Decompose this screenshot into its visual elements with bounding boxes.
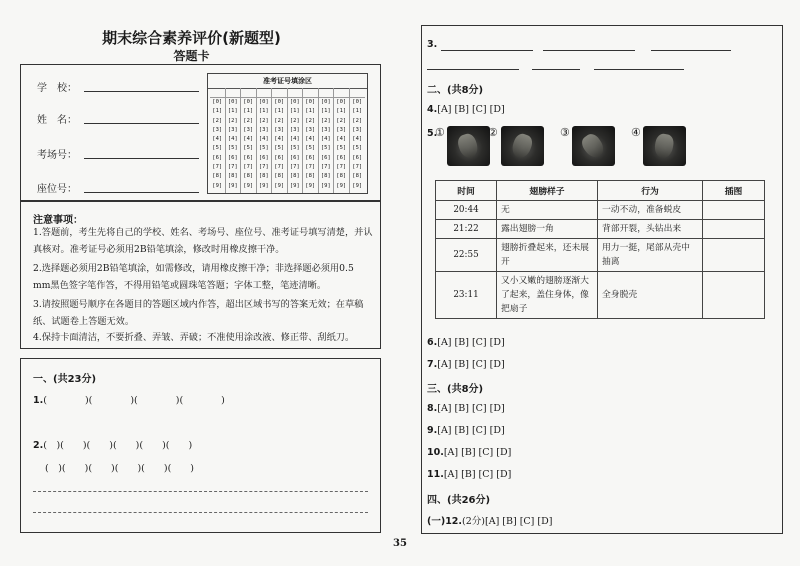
digit-bubble[interactable]: [0]	[336, 99, 347, 105]
q2-number: 2.	[33, 440, 44, 451]
q11-choices: [A] [B] [C] [D]	[443, 469, 512, 480]
q8-number: 8.	[427, 403, 438, 414]
exam-room-field[interactable]	[84, 158, 199, 159]
digit-bubble[interactable]: [6]	[227, 154, 238, 161]
digit-bubble[interactable]: [7]	[274, 164, 285, 171]
cell-wing: 无	[497, 201, 598, 220]
digit-bubble[interactable]: [0]	[258, 99, 269, 105]
cell-behavior: 一动不动，准备蜕皮	[598, 201, 703, 220]
q2-answer-row-1[interactable]	[33, 437, 192, 451]
q1-blanks: ( )( )( )( )	[43, 395, 225, 406]
q3-blank[interactable]	[651, 50, 731, 51]
cell-time: 20:44	[436, 201, 497, 220]
exam-number-column	[334, 88, 350, 193]
q3-blank[interactable]	[427, 69, 519, 70]
digit-bubble[interactable]: [6]	[258, 154, 269, 161]
q9-number: 9.	[427, 425, 438, 436]
digit-bubble[interactable]: [9]	[243, 182, 254, 189]
q6-choices: [A] [B] [C] [D]	[437, 337, 505, 348]
q3-blank[interactable]	[594, 69, 684, 70]
note-item-4: 4.保持卡面清洁，不要折叠、弄皱、弄破；不准使用涂改液、修正带、刮纸刀。	[33, 332, 355, 343]
digit-bubble[interactable]: [3]	[274, 126, 285, 133]
q2-answer-row-2[interactable]	[45, 460, 194, 474]
note-item-3: 3.请按照题号顺序在各题目的答题区域内作答，超出区域书写的答案无效；在草稿纸、试题卷上答题无效。	[33, 299, 364, 327]
q7-number: 7.	[427, 359, 438, 370]
digit-bubble[interactable]: [2]	[352, 117, 363, 124]
digit-bubble[interactable]: [2]	[289, 117, 300, 124]
digit-bubble[interactable]: [8]	[243, 173, 254, 180]
digit-bubble[interactable]: [2]	[274, 117, 285, 124]
digit-bubble[interactable]: [5]	[305, 145, 316, 152]
digit-bubble[interactable]: [9]	[320, 182, 331, 189]
digit-bubble[interactable]: [1]	[212, 108, 223, 115]
exam-number-column	[350, 88, 366, 193]
table-row	[436, 220, 765, 239]
digit-bubble[interactable]: [1]	[227, 108, 238, 115]
digit-bubble[interactable]: [3]	[320, 126, 331, 133]
cell-illustration[interactable]	[703, 201, 765, 220]
q1-number: 1.	[33, 395, 44, 406]
header-illustration: 插图	[703, 181, 765, 201]
page-number: 35	[393, 538, 407, 549]
q12-options[interactable]	[427, 513, 552, 527]
digit-bubble[interactable]: [4]	[352, 136, 363, 143]
note-item-2: 2.选择题必须用2B铅笔填涂，如需修改，请用橡皮擦干净；非选择题必须用0.5 mm黑色签字笔作答，不得用铅笔或圆珠笔答题；字体工整，笔迹清晰。	[33, 263, 354, 291]
digit-bubble[interactable]: [3]	[289, 126, 300, 133]
q6-options[interactable]	[427, 337, 505, 348]
molting-observation-table	[435, 180, 765, 319]
cell-wing: 露出翅膀一角	[497, 220, 598, 239]
exam-room-label: 考场号：	[37, 150, 77, 161]
q4-choices: [A] [B] [C] [D]	[437, 104, 505, 115]
digit-bubble[interactable]: [7]	[289, 164, 300, 171]
notes-heading: 注意事项：	[33, 215, 83, 226]
digit-bubble[interactable]: [1]	[352, 108, 363, 115]
q7-options[interactable]	[427, 359, 505, 370]
q11-options[interactable]	[427, 469, 511, 480]
digit-write-cell[interactable]	[210, 88, 225, 98]
header-behavior: 行为	[598, 181, 703, 201]
digit-bubble[interactable]: [6]	[274, 154, 285, 161]
section-one-heading: 一、(共23分)	[33, 374, 97, 385]
digit-bubble[interactable]: [2]	[305, 117, 316, 124]
cell-time: 22:55	[436, 239, 497, 272]
school-field[interactable]	[84, 91, 199, 92]
digit-bubble[interactable]: [5]	[320, 145, 331, 152]
digit-bubble[interactable]: [1]	[289, 108, 300, 115]
digit-bubble[interactable]: [0]	[289, 99, 300, 105]
name-label: 姓 名：	[37, 115, 77, 126]
answer-line[interactable]	[33, 512, 368, 513]
exam-number-box-title: 准考证号填涂区	[208, 74, 367, 89]
q11-number: 11.	[427, 469, 444, 480]
table-row	[436, 239, 765, 272]
cell-wing: 又小又嫩的翅膀逐渐大了起来，盖住身体，像把扇子	[497, 272, 598, 319]
digit-bubble[interactable]: [9]	[352, 182, 363, 189]
cicada-photo-1[interactable]	[447, 126, 490, 166]
digit-bubble[interactable]: [2]	[320, 117, 331, 124]
digit-write-cell[interactable]	[257, 88, 272, 98]
digit-bubble[interactable]: [3]	[305, 126, 316, 133]
cell-behavior: 全身脱壳	[598, 272, 703, 319]
cell-wing: 翅膀折叠起来，还未展开	[497, 239, 598, 272]
q7-choices: [A] [B] [C] [D]	[437, 359, 505, 370]
digit-bubble[interactable]: [8]	[227, 173, 238, 180]
digit-bubble[interactable]: [9]	[289, 182, 300, 189]
digit-bubble[interactable]: [7]	[352, 164, 363, 171]
digit-bubble[interactable]: [7]	[258, 164, 269, 171]
digit-bubble[interactable]: [1]	[305, 108, 316, 115]
section-three-heading: 三、(共8分)	[427, 384, 484, 395]
digit-bubble[interactable]: [7]	[336, 164, 347, 171]
digit-bubble[interactable]: [6]	[289, 154, 300, 161]
exam-number-box	[207, 73, 368, 194]
q5-number: 5.	[427, 128, 438, 139]
digit-bubble[interactable]: [4]	[336, 136, 347, 143]
q2-blanks-1: ( )( )( )( )( )( )	[43, 440, 193, 451]
exam-number-column	[272, 88, 288, 193]
digit-bubble[interactable]: [0]	[243, 99, 254, 105]
digit-write-cell[interactable]	[303, 88, 318, 98]
digit-bubble[interactable]: [8]	[305, 173, 316, 180]
table-row	[436, 201, 765, 220]
digit-bubble[interactable]: [2]	[336, 117, 347, 124]
table-header-row	[436, 181, 765, 201]
q3-row[interactable]	[427, 39, 437, 50]
seat-field[interactable]	[84, 192, 199, 193]
q6-number: 6.	[427, 337, 438, 348]
digit-bubble[interactable]: [0]	[212, 99, 223, 105]
cell-time: 21:22	[436, 220, 497, 239]
q10-number: 10.	[427, 447, 444, 458]
digit-bubble[interactable]: [8]	[352, 173, 363, 180]
digit-bubble[interactable]: [4]	[320, 136, 331, 143]
digit-bubble[interactable]: [0]	[320, 99, 331, 105]
digit-bubble[interactable]: [5]	[212, 145, 223, 152]
digit-bubble[interactable]: [5]	[336, 145, 347, 152]
digit-bubble[interactable]: [8]	[258, 173, 269, 180]
q1-answer-row[interactable]	[33, 392, 225, 406]
digit-write-cell[interactable]	[288, 88, 303, 98]
digit-bubble[interactable]: [5]	[352, 145, 363, 152]
q12-choices: [A] [B] [C] [D]	[485, 516, 553, 527]
digit-bubble[interactable]: [3]	[352, 126, 363, 133]
exam-number-column	[319, 88, 335, 193]
digit-bubble[interactable]: [3]	[212, 126, 223, 133]
sheet-subtitle: 答题卡	[173, 49, 210, 63]
q3-blank[interactable]	[441, 50, 533, 51]
digit-bubble[interactable]: [0]	[227, 99, 238, 105]
digit-bubble[interactable]: [0]	[352, 99, 363, 105]
digit-bubble[interactable]: [1]	[243, 108, 254, 115]
q3-number: 3.	[427, 39, 438, 50]
cell-illustration[interactable]	[703, 220, 765, 239]
q12-score: (2分)	[462, 516, 485, 527]
digit-bubble[interactable]: [4]	[289, 136, 300, 143]
exam-number-column	[241, 88, 257, 193]
digit-bubble[interactable]: [4]	[305, 136, 316, 143]
digit-bubble[interactable]: [3]	[336, 126, 347, 133]
digit-bubble[interactable]: [7]	[320, 164, 331, 171]
cell-behavior: 背部开裂，头钻出来	[598, 220, 703, 239]
digit-bubble[interactable]: [1]	[336, 108, 347, 115]
digit-bubble[interactable]: [1]	[320, 108, 331, 115]
cicada-photo-4[interactable]	[643, 126, 686, 166]
digit-bubble[interactable]: [6]	[243, 154, 254, 161]
digit-bubble[interactable]: [2]	[258, 117, 269, 124]
digit-bubble[interactable]: [6]	[212, 154, 223, 161]
digit-bubble[interactable]: [9]	[227, 182, 238, 189]
digit-write-cell[interactable]	[334, 88, 349, 98]
exam-number-column	[210, 88, 226, 193]
option-marker-1: ①	[435, 126, 445, 139]
digit-bubble[interactable]: [7]	[227, 164, 238, 171]
seat-label: 座位号：	[37, 184, 77, 195]
digit-write-cell[interactable]	[226, 88, 241, 98]
exam-number-grid	[210, 88, 365, 193]
cicada-photo-3[interactable]	[572, 126, 615, 166]
q8-choices: [A] [B] [C] [D]	[437, 403, 505, 414]
digit-bubble[interactable]: [5]	[227, 145, 238, 152]
digit-bubble[interactable]: [9]	[336, 182, 347, 189]
digit-bubble[interactable]: [7]	[243, 164, 254, 171]
header-time: 时间	[436, 181, 497, 201]
digit-write-cell[interactable]	[319, 88, 334, 98]
digit-bubble[interactable]: [5]	[274, 145, 285, 152]
digit-bubble[interactable]: [5]	[243, 145, 254, 152]
digit-bubble[interactable]: [8]	[274, 173, 285, 180]
digit-bubble[interactable]: [8]	[320, 173, 331, 180]
exam-number-column	[288, 88, 304, 193]
digit-bubble[interactable]: [8]	[289, 173, 300, 180]
option-marker-4: ④	[631, 126, 641, 139]
header-wing: 翅膀样子	[497, 181, 598, 201]
digit-bubble[interactable]: [6]	[336, 154, 347, 161]
sheet-title: 期末综合素养评价(新题型)	[102, 29, 281, 47]
digit-bubble[interactable]: [2]	[243, 117, 254, 124]
note-item-1: 1.答题前，考生先将自己的学校、姓名、考场号、座位号、准考证号填写清楚，并认真核对。准考证号必须用2B铅笔填涂，修改时用橡皮擦干净。	[33, 227, 373, 255]
digit-bubble[interactable]: [6]	[352, 154, 363, 161]
digit-bubble[interactable]: [5]	[289, 145, 300, 152]
digit-bubble[interactable]: [6]	[305, 154, 316, 161]
digit-bubble[interactable]: [1]	[258, 108, 269, 115]
digit-bubble[interactable]: [8]	[212, 173, 223, 180]
digit-bubble[interactable]: [1]	[274, 108, 285, 115]
exam-number-column	[226, 88, 242, 193]
digit-bubble[interactable]: [4]	[212, 136, 223, 143]
digit-write-cell[interactable]	[272, 88, 287, 98]
cell-behavior: 用力一挺，尾部从壳中抽离	[598, 239, 703, 272]
digit-bubble[interactable]: [4]	[243, 136, 254, 143]
q12-prefix: (一)	[427, 516, 446, 527]
digit-write-cell[interactable]	[350, 88, 366, 98]
digit-bubble[interactable]: [4]	[274, 136, 285, 143]
digit-bubble[interactable]: [7]	[212, 164, 223, 171]
digit-bubble[interactable]: [4]	[258, 136, 269, 143]
q4-options[interactable]	[427, 104, 505, 115]
digit-bubble[interactable]: [0]	[305, 99, 316, 105]
digit-bubble[interactable]: [0]	[274, 99, 285, 105]
school-label: 学 校：	[37, 83, 77, 94]
q12-number: 12.	[445, 516, 463, 527]
answer-line[interactable]	[33, 491, 368, 492]
option-marker-2: ②	[488, 126, 498, 139]
q10-options[interactable]	[427, 447, 511, 458]
q9-options[interactable]	[427, 425, 505, 436]
exam-number-column	[303, 88, 319, 193]
q4-number: 4.	[427, 104, 438, 115]
digit-bubble[interactable]: [2]	[227, 117, 238, 124]
digit-bubble[interactable]: [9]	[212, 182, 223, 189]
digit-bubble[interactable]: [3]	[243, 126, 254, 133]
exam-number-column	[257, 88, 273, 193]
q8-options[interactable]	[427, 403, 505, 414]
digit-bubble[interactable]: [7]	[305, 164, 316, 171]
digit-bubble[interactable]: [9]	[274, 182, 285, 189]
q2-blanks-2: ( )( )( )( )( )( )	[45, 463, 194, 474]
digit-bubble[interactable]: [8]	[336, 173, 347, 180]
section-two-heading: 二、(共8分)	[427, 85, 484, 96]
table-row	[436, 272, 765, 319]
digit-bubble[interactable]: [5]	[258, 145, 269, 152]
name-field[interactable]	[84, 123, 199, 124]
digit-bubble[interactable]: [9]	[305, 182, 316, 189]
cell-time: 23:11	[436, 272, 497, 319]
digit-bubble[interactable]: [3]	[227, 126, 238, 133]
q10-choices: [A] [B] [C] [D]	[443, 447, 512, 458]
digit-bubble[interactable]: [9]	[258, 182, 269, 189]
q9-choices: [A] [B] [C] [D]	[437, 425, 505, 436]
digit-bubble[interactable]: [4]	[227, 136, 238, 143]
cell-illustration[interactable]	[703, 239, 765, 272]
digit-bubble[interactable]: [2]	[212, 117, 223, 124]
digit-write-cell[interactable]	[241, 88, 256, 98]
q3-blank[interactable]	[532, 69, 580, 70]
option-marker-3: ③	[560, 126, 570, 139]
digit-bubble[interactable]: [6]	[320, 154, 331, 161]
q3-blank[interactable]	[543, 50, 635, 51]
section-four-heading: 四、(共26分)	[427, 495, 491, 506]
digit-bubble[interactable]: [3]	[258, 126, 269, 133]
cell-illustration[interactable]	[703, 272, 765, 319]
cicada-photo-2[interactable]	[501, 126, 544, 166]
